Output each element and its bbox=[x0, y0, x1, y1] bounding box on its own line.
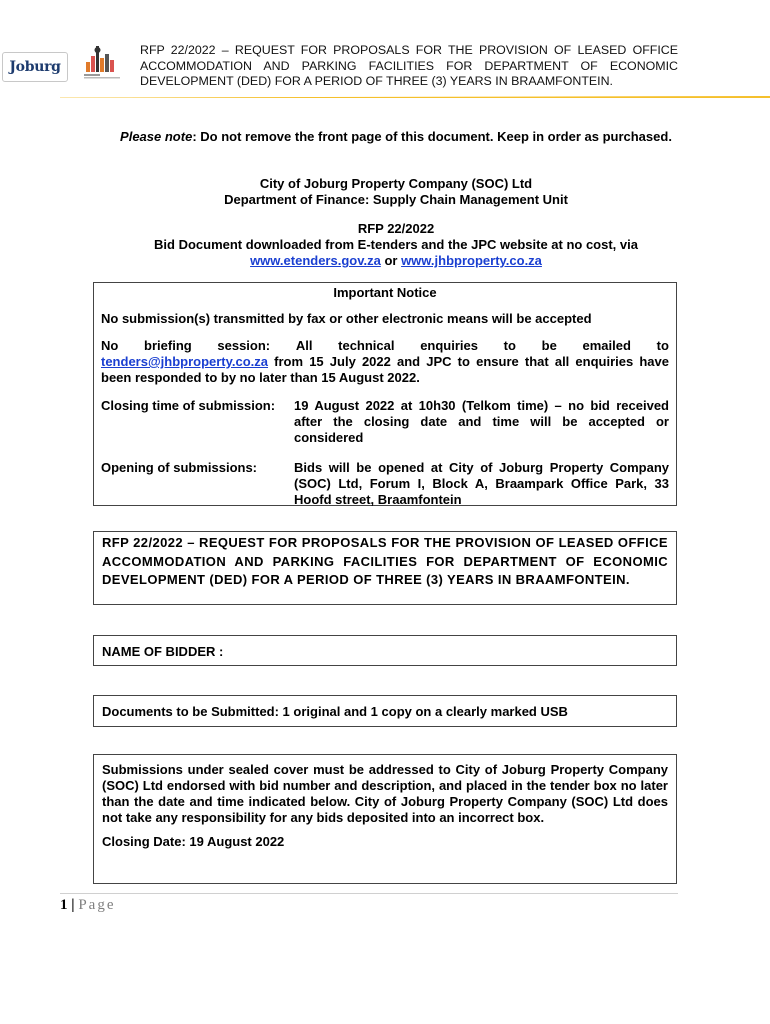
briefing-word: to bbox=[503, 338, 516, 353]
no-fax-text: No submission(s) transmitted by fax or other electronic means will be accepted bbox=[101, 311, 592, 326]
header-title: RFP 22/2022 – REQUEST FOR PROPOSALS FOR THE PROVISION OF LEASED OFFICE ACCOMMODATION AND PARKING FACILITIES FOR DEPARTMENT OF ECONOMIC DEVELOPMENT (DED) FOR A PERIOD OF THREE (3) YEARS IN BRAAMFONTEIN. bbox=[140, 43, 678, 89]
etenders-link[interactable]: www.etenders.gov.za bbox=[250, 253, 381, 268]
opening-value: Bids will be opened at City of Joburg Property Company (SOC) Ltd, Forum I, Block A, Braampark Office Park, 33 Hoofd street, Braamfontein bbox=[294, 460, 669, 507]
briefing-word: enquiries bbox=[420, 338, 478, 353]
or-text: or bbox=[380, 253, 402, 268]
briefing-word: briefing bbox=[144, 338, 192, 353]
briefing-word: be bbox=[541, 338, 557, 353]
rfp-title-text: RFP 22/2022 – REQUEST FOR PROPOSALS FOR THE PROVISION OF LEASED OFFICE ACCOMMODATION AND PARKING FACILITIES FOR DEPARTMENT OF ECONOMIC DEVELOPMENT (DED) FOR A PERIOD OF THREE (3) YEARS IN BRAAMFONTEIN. bbox=[102, 535, 668, 587]
briefing-rest bbox=[101, 354, 669, 386]
rfp-title-box bbox=[93, 531, 677, 605]
submission-box bbox=[93, 754, 677, 884]
jpc-logo bbox=[80, 42, 126, 82]
joburg-logo bbox=[2, 52, 68, 82]
company-name: City of Joburg Property Company (SOC) Ltd bbox=[259, 176, 533, 191]
rfp-block bbox=[96, 221, 696, 269]
briefing-word: technical bbox=[338, 338, 395, 353]
please-note bbox=[96, 129, 696, 145]
tenders-email-link[interactable]: tenders@jhbproperty.co.za bbox=[101, 354, 269, 369]
important-notice-box bbox=[93, 282, 677, 506]
briefing-word: No bbox=[101, 338, 119, 353]
closing-time-value: 19 August 2022 at 10h30 (Telkom time) – no bid received after the closing date and time will be accepted or considered bbox=[294, 398, 669, 445]
download-text: Bid Document downloaded from E-tenders and the JPC website at no cost, via bbox=[154, 237, 638, 252]
opening-label: Opening of submissions: bbox=[101, 460, 258, 475]
briefing-word: to bbox=[656, 338, 669, 353]
header-divider bbox=[60, 96, 770, 98]
briefing-first-line bbox=[101, 338, 669, 354]
name-of-bidder-box bbox=[93, 635, 677, 666]
closing-date: Closing Date: 19 August 2022 bbox=[102, 834, 285, 849]
submission-text: Submissions under sealed cover must be addressed to City of Joburg Property Company (SOC) Ltd endorsed with bid number and description, and placed in the tender box no later than the date and time indicated below. City of Joburg Property Company (SOC) Ltd does not take any responsibility for any bids deposited into an incorrect box. bbox=[102, 762, 668, 825]
rfp-number: RFP 22/2022 bbox=[357, 221, 435, 236]
briefing-word: emailed bbox=[582, 338, 631, 353]
briefing-word: session: bbox=[217, 338, 271, 353]
page-number: 1 bbox=[60, 897, 68, 913]
company-block bbox=[96, 176, 696, 208]
briefing-paragraph bbox=[101, 338, 669, 386]
please-note-text: : Do not remove the front page of this document. Keep in order as purchased. bbox=[192, 129, 672, 144]
closing-time-row bbox=[101, 398, 669, 446]
briefing-word: All bbox=[295, 338, 313, 353]
page-label: Page bbox=[78, 897, 116, 913]
closing-time-label: Closing time of submission: bbox=[101, 398, 276, 413]
notice-title: Important Notice bbox=[333, 285, 437, 300]
download-links bbox=[96, 253, 696, 269]
footer-separator: | bbox=[67, 897, 79, 913]
jhbproperty-link[interactable]: www.jhbproperty.co.za bbox=[401, 253, 542, 268]
documents-text: Documents to be Submitted: 1 original and 1 copy on a clearly marked USB bbox=[102, 704, 568, 719]
documents-box bbox=[93, 695, 677, 727]
footer-divider bbox=[60, 893, 678, 894]
name-of-bidder-label: NAME OF BIDDER : bbox=[102, 644, 224, 659]
company-department: Department of Finance: Supply Chain Management Unit bbox=[224, 192, 568, 207]
briefing-rest-text: from 15 July 2022 and JPC to ensure that all enquiries have been responded to by no later than 15 August 2022. bbox=[101, 354, 669, 385]
please-note-label: Please note bbox=[120, 129, 193, 144]
opening-row bbox=[101, 460, 669, 508]
joburg-logo-text: Joburg bbox=[9, 59, 61, 75]
page-footer bbox=[60, 897, 115, 914]
